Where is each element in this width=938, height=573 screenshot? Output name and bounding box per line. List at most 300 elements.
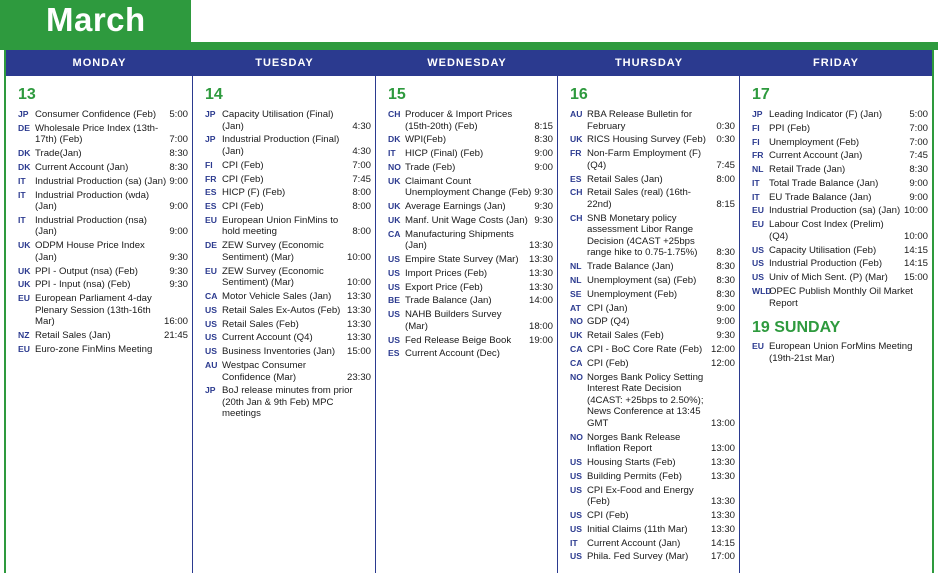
event-row — [570, 187, 735, 210]
event-title: CPI - BoC Core Rate (Feb) — [587, 343, 703, 355]
event-title: Euro-zone FinMins Meeting — [35, 343, 153, 355]
event-time: 13:30 — [528, 267, 553, 279]
event-time: 8:30 — [909, 164, 928, 176]
event-row — [388, 134, 553, 146]
event-time: 9:00 — [534, 148, 553, 160]
event-title: ODPM House Price Index (Jan) — [35, 240, 145, 263]
event-row — [752, 178, 928, 190]
country-code: UK — [388, 201, 401, 212]
event-time: 18:00 — [528, 320, 553, 332]
event-row — [388, 295, 553, 307]
event-time: 23:30 — [346, 371, 371, 383]
event-time: 9:00 — [534, 161, 553, 173]
event-title: Phila. Fed Survey (Mar) — [587, 551, 689, 563]
event-title: Industrial Production (sa) (Jan) — [35, 175, 167, 187]
event-title: GDP (Q4) — [587, 316, 630, 328]
event-title: Export Price (Feb) — [405, 281, 483, 293]
country-code: FR — [752, 150, 764, 161]
event-title: Leading Indicator (F) (Jan) — [769, 109, 883, 120]
event-row — [752, 205, 928, 217]
event-row — [205, 109, 371, 132]
event-row — [752, 192, 928, 204]
event-row — [388, 348, 553, 360]
event-title: European Union ForMins Meeting (19th-21st Mar) — [769, 341, 913, 364]
event-row — [205, 305, 371, 317]
country-code: SE — [570, 288, 582, 299]
event-time: 4:30 — [352, 120, 371, 132]
event-row — [570, 551, 735, 563]
event-row — [752, 272, 928, 284]
country-code: DE — [205, 240, 217, 251]
day-number: 13 — [18, 86, 36, 103]
event-row — [18, 215, 188, 238]
event-row — [752, 109, 928, 121]
event-time: 15:00 — [903, 272, 928, 284]
event-time: 13:30 — [710, 523, 735, 535]
event-title: BoJ release minutes from prior (20th Jan & 9th Feb) MPC meetings — [222, 385, 353, 420]
event-row — [205, 174, 371, 186]
event-row — [570, 134, 735, 146]
event-title: PPI - Output (nsa) (Feb) — [35, 265, 138, 277]
event-row — [388, 109, 553, 132]
event-row — [752, 150, 928, 162]
event-row — [570, 471, 735, 483]
event-title: SNB Monetary policy assessment Libor Range Decision (4CAST +25bps range hike to 0.75-1.75%) — [587, 212, 698, 259]
event-row — [18, 330, 188, 342]
event-row — [18, 266, 188, 278]
event-row — [18, 176, 188, 188]
event-title: Producer & Import Prices (15th-20th) (Feb) — [405, 109, 513, 132]
country-code: EU — [18, 293, 30, 304]
country-code: DE — [18, 122, 30, 133]
event-row — [570, 524, 735, 536]
event-time: 8:00 — [352, 226, 371, 238]
event-row — [752, 245, 928, 257]
country-code: IT — [18, 175, 26, 186]
event-row — [570, 538, 735, 550]
event-time: 17:00 — [710, 551, 735, 563]
country-code: US — [205, 304, 217, 315]
country-code: US — [388, 281, 400, 292]
event-row — [388, 201, 553, 213]
event-time: 7:45 — [352, 173, 371, 185]
event-title: Retail Sales (Feb) — [587, 330, 664, 342]
event-time: 9:00 — [169, 201, 188, 213]
country-code: BE — [388, 295, 400, 306]
event-title: PPI (Feb) — [769, 122, 811, 134]
country-code: US — [388, 334, 400, 345]
event-title: Motor Vehicle Sales (Jan) — [222, 291, 332, 302]
event-time: 9:30 — [534, 201, 553, 213]
event-time: 8:30 — [716, 275, 735, 287]
event-time: 5:00 — [169, 109, 188, 120]
event-title: Capacity Utilisation (Feb) — [769, 244, 877, 256]
event-time: 9:00 — [169, 226, 188, 238]
event-time: 16:00 — [163, 316, 188, 328]
event-list — [388, 109, 553, 360]
day-number: 17 — [752, 86, 770, 103]
country-code: EU — [205, 265, 217, 276]
event-title: Norges Bank Policy Setting Interest Rate Decision (4CAST: +25bps to 2.50%); News Conference at 13:45 GMT — [587, 371, 704, 429]
event-row — [752, 164, 928, 176]
country-code: FI — [205, 159, 213, 170]
country-code: NZ — [18, 330, 30, 341]
day-column-thursday — [558, 76, 740, 573]
event-title: Industrial Production (Feb) — [769, 258, 883, 270]
event-time: 12:00 — [710, 357, 735, 369]
event-row — [18, 148, 188, 160]
country-code: US — [388, 254, 400, 265]
country-code: DK — [18, 148, 31, 159]
event-list — [18, 109, 188, 356]
day-column-monday — [6, 76, 193, 573]
event-title: Claimant Count Unemployment Change (Feb) — [405, 175, 532, 199]
country-code: DK — [18, 161, 31, 172]
country-code: US — [388, 267, 400, 278]
country-code: US — [205, 346, 217, 357]
event-time: 12:00 — [710, 343, 735, 355]
country-code: FI — [752, 122, 760, 133]
event-time: 8:15 — [534, 120, 553, 132]
country-code: DK — [388, 134, 401, 145]
event-title: CPI (Feb) — [587, 509, 629, 521]
event-row — [752, 258, 928, 270]
event-time: 13:30 — [346, 304, 371, 316]
calendar-columns — [6, 76, 932, 573]
day-number: 16 — [570, 86, 588, 103]
event-list — [752, 109, 928, 309]
day-column-tuesday — [193, 76, 376, 573]
event-row — [205, 346, 371, 358]
country-code: UK — [570, 330, 583, 341]
event-title: Initial Claims (11th Mar) — [587, 523, 688, 535]
event-title: Retail Sales Ex-Autos (Feb) — [222, 304, 341, 316]
event-title: Empire State Survey (Mar) — [405, 254, 519, 266]
country-code: UK — [570, 134, 583, 145]
event-list — [570, 109, 735, 563]
event-title: RBA Release Bulletin for February — [587, 109, 693, 132]
event-time: 8:30 — [716, 261, 735, 273]
event-row — [570, 261, 735, 273]
country-code: UK — [18, 240, 31, 251]
event-row — [388, 215, 553, 227]
event-title: Non-Farm Employment (F) (Q4) — [587, 148, 702, 171]
country-code: JP — [18, 109, 29, 119]
country-code: IT — [752, 191, 760, 202]
country-code: AT — [570, 302, 581, 313]
event-time: 13:30 — [346, 332, 371, 344]
event-row — [205, 319, 371, 331]
country-code: EU — [752, 341, 764, 352]
header-wednesday: WEDNESDAY — [427, 57, 507, 69]
event-time: 10:00 — [346, 251, 371, 263]
event-title: Capacity Utilisation (Final) (Jan) — [222, 109, 334, 132]
event-time: 7:00 — [909, 122, 928, 134]
event-title: Industrial Production (Final) (Jan) — [222, 134, 340, 157]
country-code: NO — [570, 431, 583, 442]
event-title: Retail Sales (Jan) — [35, 330, 111, 342]
country-code: ES — [205, 187, 217, 198]
country-code: US — [752, 272, 764, 283]
event-row — [388, 254, 553, 266]
event-time: 7:45 — [716, 159, 735, 171]
country-code: EU — [752, 219, 764, 230]
event-title: RICS Housing Survey (Feb) — [587, 134, 706, 146]
country-code: NL — [570, 275, 582, 286]
event-time: 9:30 — [534, 187, 553, 199]
day-column-friday — [740, 76, 932, 573]
event-title: Westpac Consumer Confidence (Mar) — [222, 359, 307, 383]
event-time: 7:00 — [352, 159, 371, 171]
event-row — [752, 341, 928, 364]
event-row — [205, 385, 371, 420]
event-row — [388, 282, 553, 294]
event-title: Norges Bank Release Inflation Report — [587, 431, 681, 455]
event-title: CPI (Feb) — [222, 159, 264, 171]
event-title: Retail Sales (Jan) — [587, 173, 663, 185]
event-time: 10:00 — [346, 277, 371, 289]
country-code: NO — [570, 316, 583, 327]
country-code: IT — [570, 537, 578, 548]
event-row — [570, 358, 735, 370]
header-tuesday: TUESDAY — [255, 57, 314, 69]
event-time: 9:00 — [716, 302, 735, 314]
weekday-header-row — [6, 50, 932, 76]
country-code: CA — [205, 291, 218, 301]
country-code: CH — [388, 109, 401, 119]
country-code: US — [205, 318, 217, 329]
event-title: Wholesale Price Index (13th-17th) (Feb) — [35, 122, 159, 146]
event-row — [18, 240, 188, 263]
country-code: JP — [205, 134, 216, 145]
event-title: European Union FinMins to hold meeting — [222, 214, 339, 238]
event-time: 4:30 — [352, 145, 371, 157]
country-code: FI — [752, 136, 760, 147]
event-time: 13:30 — [710, 509, 735, 521]
event-time: 13:30 — [528, 240, 553, 252]
event-row — [18, 293, 188, 328]
country-code: IT — [18, 214, 26, 225]
event-title: CPI Ex-Food and Energy (Feb) — [587, 484, 694, 508]
event-time: 8:00 — [716, 173, 735, 185]
event-title: Industrial Production (wda) (Jan) — [35, 189, 150, 213]
country-code: US — [570, 523, 582, 534]
event-title: EU Trade Balance (Jan) — [769, 191, 872, 203]
event-time: 0:30 — [716, 134, 735, 146]
event-title: Unemployment (Feb) — [769, 136, 860, 148]
event-title: Retail Trade (Jan) — [769, 164, 846, 176]
country-code: IT — [18, 189, 26, 200]
event-time: 8:30 — [169, 148, 188, 160]
event-title: Unemployment (Feb) — [587, 288, 678, 300]
event-title: Consumer Confidence (Feb) — [35, 109, 157, 120]
event-row — [570, 457, 735, 469]
event-time: 14:00 — [528, 295, 553, 307]
event-row — [388, 162, 553, 174]
event-title: CPI (Feb) — [587, 357, 629, 369]
event-row — [205, 187, 371, 199]
sunday-heading: 19 SUNDAY — [752, 319, 841, 337]
country-code: AU — [570, 109, 583, 119]
country-code: US — [570, 509, 582, 520]
event-time: 8:30 — [169, 161, 188, 173]
event-title: Industrial Production (sa) (Jan) — [769, 205, 901, 217]
country-code: IT — [752, 177, 760, 188]
country-code: EU — [18, 343, 30, 354]
header-friday: FRIDAY — [813, 57, 859, 69]
event-title: Manf. Unit Wage Costs (Jan) — [405, 214, 528, 226]
event-title: ZEW Survey (Economic Sentiment) (Mar) — [222, 240, 324, 263]
event-time: 13:30 — [710, 457, 735, 469]
event-time: 15:00 — [346, 346, 371, 358]
event-row — [570, 109, 735, 132]
country-code: ES — [205, 201, 217, 212]
country-code: UK — [388, 175, 401, 186]
event-row — [752, 137, 928, 149]
event-row — [752, 219, 928, 242]
header-monday: MONDAY — [72, 57, 127, 69]
event-row — [570, 316, 735, 328]
event-time: 9:00 — [909, 177, 928, 189]
event-row — [205, 160, 371, 172]
event-time: 13:00 — [710, 443, 735, 455]
country-code: ES — [570, 173, 582, 184]
country-code: US — [570, 484, 582, 495]
event-time: 14:15 — [903, 258, 928, 270]
event-row — [205, 134, 371, 157]
country-code: UK — [18, 265, 31, 276]
event-row — [570, 289, 735, 301]
green-band — [0, 42, 938, 50]
event-time: 8:00 — [352, 201, 371, 213]
event-title: CPI (Feb) — [222, 173, 264, 185]
event-title: Univ of Mich Sent. (P) (Mar) — [769, 272, 888, 284]
event-title: OPEC Publish Monthly Oil Market Report — [769, 285, 913, 309]
event-time: 14:15 — [903, 244, 928, 256]
event-row — [18, 162, 188, 174]
event-row — [205, 291, 371, 303]
event-title: HICP (Final) (Feb) — [405, 148, 484, 160]
event-row — [18, 344, 188, 356]
event-title: Building Permits (Feb) — [587, 470, 682, 482]
event-title: Housing Starts (Feb) — [587, 457, 676, 469]
event-title: Fed Release Beige Book — [405, 334, 512, 346]
event-title: Current Account (Jan) — [769, 150, 863, 162]
event-time: 9:30 — [169, 279, 188, 291]
country-code: FR — [570, 148, 582, 159]
month-title: March — [46, 1, 146, 38]
event-row — [570, 303, 735, 315]
country-code: US — [752, 244, 764, 255]
country-code: US — [205, 332, 217, 343]
country-code: AU — [205, 359, 218, 370]
country-code: JP — [205, 385, 216, 396]
event-row — [18, 123, 188, 146]
event-row — [205, 360, 371, 383]
event-time: 13:30 — [346, 291, 371, 302]
country-code: US — [388, 309, 400, 320]
country-code: US — [570, 551, 582, 562]
event-title: CPI (Jan) — [587, 302, 628, 314]
event-time: 8:30 — [716, 247, 735, 259]
event-row — [570, 372, 735, 430]
event-title: Total Trade Balance (Jan) — [769, 177, 879, 189]
event-time: 21:45 — [163, 330, 188, 342]
event-title: Labour Cost Index (Prelim) (Q4) — [769, 219, 884, 242]
event-title: CPI (Feb) — [222, 201, 264, 213]
country-code: ES — [388, 348, 400, 359]
event-row — [570, 344, 735, 356]
event-time: 13:30 — [528, 281, 553, 293]
event-title: ZEW Survey (Economic Sentiment) (Mar) — [222, 265, 324, 289]
country-code: IT — [388, 148, 396, 159]
event-title: Current Account (Jan) — [35, 161, 129, 173]
country-code: CH — [570, 212, 583, 223]
event-row — [388, 148, 553, 160]
event-title: Unemployment (sa) (Feb) — [587, 275, 697, 287]
event-row — [388, 268, 553, 280]
country-code: JP — [752, 109, 763, 119]
event-time: 10:00 — [903, 205, 928, 217]
event-title: WPI(Feb) — [405, 134, 447, 146]
event-title: Manufacturing Shipments (Jan) — [405, 228, 514, 252]
event-time: 19:00 — [528, 334, 553, 346]
country-code: EU — [752, 205, 764, 216]
day-number: 15 — [388, 86, 406, 103]
event-time: 8:00 — [352, 187, 371, 199]
country-code: WLD — [752, 285, 772, 296]
event-title: Retail Sales (Feb) — [222, 318, 299, 330]
event-time: 0:30 — [716, 120, 735, 132]
event-time: 7:00 — [169, 134, 188, 146]
country-code: UK — [388, 214, 401, 225]
event-list — [205, 109, 371, 420]
country-code: NL — [570, 261, 582, 272]
event-time: 13:30 — [710, 470, 735, 482]
country-code: US — [570, 457, 582, 468]
event-row — [205, 215, 371, 238]
event-time: 8:30 — [534, 134, 553, 146]
event-time: 5:00 — [909, 109, 928, 120]
event-row — [570, 485, 735, 508]
country-code: NL — [752, 164, 764, 175]
event-title: HICP (F) (Feb) — [222, 187, 286, 199]
event-time: 9:00 — [169, 175, 188, 187]
event-row — [18, 279, 188, 291]
event-time: 9:00 — [909, 191, 928, 203]
event-row — [570, 148, 735, 171]
event-time: 9:30 — [169, 265, 188, 277]
event-time: 13:30 — [710, 496, 735, 508]
event-title: European Parliament 4-day Plenary Session (13th-16th Mar) — [35, 293, 152, 328]
event-row — [570, 174, 735, 186]
country-code: UK — [18, 279, 31, 290]
event-time: 13:30 — [528, 254, 553, 266]
country-code: EU — [205, 214, 217, 225]
event-row — [388, 229, 553, 252]
event-title: Current Account (Q4) — [222, 332, 313, 344]
header-thursday: THURSDAY — [614, 57, 684, 69]
event-row — [752, 286, 928, 309]
country-code: CA — [570, 343, 583, 354]
event-time: 14:15 — [710, 537, 735, 549]
event-row — [570, 330, 735, 342]
event-row — [752, 123, 928, 135]
event-title: Current Account (Dec) — [405, 348, 500, 360]
event-title: Import Prices (Feb) — [405, 267, 488, 279]
event-row — [205, 240, 371, 263]
event-time: 7:00 — [909, 136, 928, 148]
